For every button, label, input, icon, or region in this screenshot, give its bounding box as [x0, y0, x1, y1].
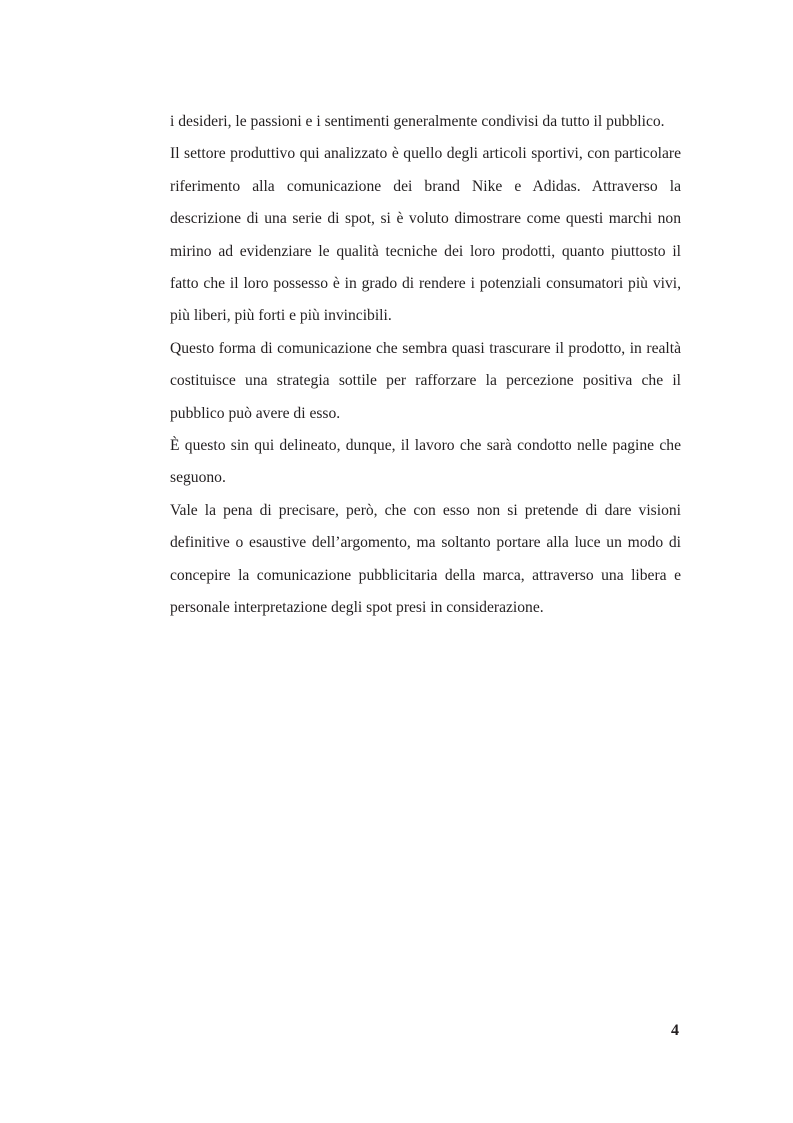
paragraph: Questo forma di comunicazione che sembra quasi trascurare il prodotto, in realtà costituisce una strategia sottile per rafforzare la percezione positiva che il pubblico può avere di esso. [170, 339, 681, 422]
paragraph: È questo sin qui delineato, dunque, il lavoro che sarà condotto nelle pagine che seguono. [170, 437, 681, 487]
paragraph: Vale la pena di precisare, però, che con esso non si pretende di dare visioni definitive o esaustive dell’argomento, ma soltanto portare alla luce un modo di concepire la comunicazione pubblicitaria della marca, attraverso una libera e personale interpretazione degli spot presi in considerazione. [170, 501, 681, 617]
paragraph: Il settore produttivo qui analizzato è quello degli articoli sportivi, con particolare riferimento alla comunicazione dei brand Nike e Adidas. Attraverso la descrizione di una serie di spot, si è voluto dimostrare come questi marchi non mirino ad evidenziare le qualità tecniche dei loro prodotti, quanto piuttosto il fatto che il loro possesso è in grado di rendere i potenziali consumatori più vivi, più liberi, più forti e più invincibili. [170, 145, 681, 325]
body-text [170, 106, 681, 625]
page-number: 4 [671, 1022, 679, 1039]
paragraph: i desideri, le passioni e i sentimenti generalmente condivisi da tutto il pubblico. [170, 113, 665, 130]
